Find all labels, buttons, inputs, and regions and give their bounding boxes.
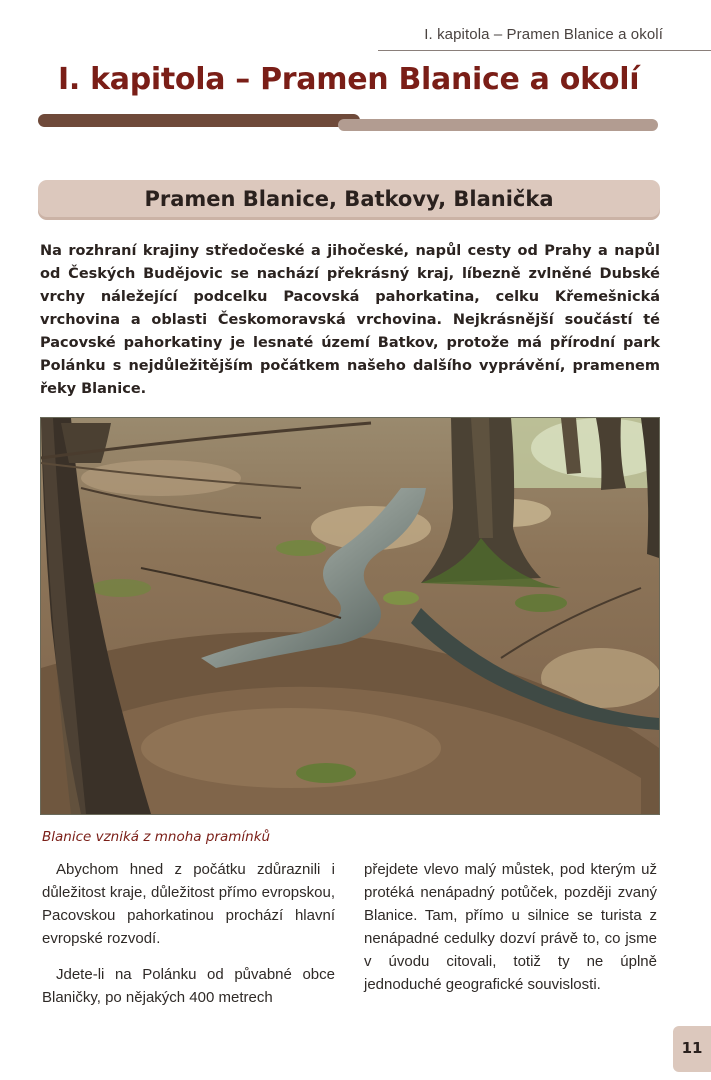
body-paragraph: přejdete vlevo malý můstek, pod kterým už protéká nenápadný potůček, později zvaný Blanice. Tam, přímo u silnice se turista z nenápadné cedulky dozví právě to, co jsme v úvodu citovali, totiž ty ne úplně jednoduché geografické souvislosti. bbox=[364, 861, 657, 993]
page-number: 11 bbox=[681, 1039, 703, 1057]
chapter-title: I. kapitola – Pramen Blanice a okolí bbox=[58, 62, 640, 97]
lead-paragraph: Na rozhraní krajiny středočeské a jihočeské, napůl cesty od Prahy a napůl od Českých Budějovic se nachází překrásný kraj, líbezně zvlněné Dubské vrchy náležející podcelku Pacovská pahorkatina, celku Křemešnická vrchovina a oblasti Českomoravská vrchovina. Nejkrásnější součástí té Pacovské pahorkatiny je lesnaté území Batkov, protože má přírodní park Polánku s nejdůležitějším počátkem našeho dalšího vyprávění, pramenem řeky Blanice. bbox=[40, 243, 660, 397]
body-column-right bbox=[364, 858, 657, 1009]
forest-stream-photo bbox=[40, 417, 660, 815]
body-paragraph: Jdete-li na Polánku od půvabné obce Blaničky, po nějakých 400 metrech bbox=[42, 966, 335, 1006]
page-number-tab bbox=[673, 1026, 711, 1072]
body-paragraph: Abychom hned z počátku zdůraznili i důležitost kraje, důležitost přímo evropskou, Pacovskou pahorkatinou prochází hlavní evropské rozvodí. bbox=[42, 861, 335, 947]
body-column-left bbox=[42, 858, 335, 1022]
section-banner bbox=[38, 180, 660, 220]
section-title: Pramen Blanice, Batkovy, Blanička bbox=[144, 187, 554, 211]
running-head: I. kapitola – Pramen Blanice a okolí bbox=[424, 26, 663, 43]
title-underline-dark bbox=[38, 114, 360, 127]
title-underline-light bbox=[338, 119, 658, 131]
running-head-rule bbox=[378, 50, 711, 51]
photo-caption: Blanice vzniká z mnoha pramínků bbox=[42, 829, 271, 845]
